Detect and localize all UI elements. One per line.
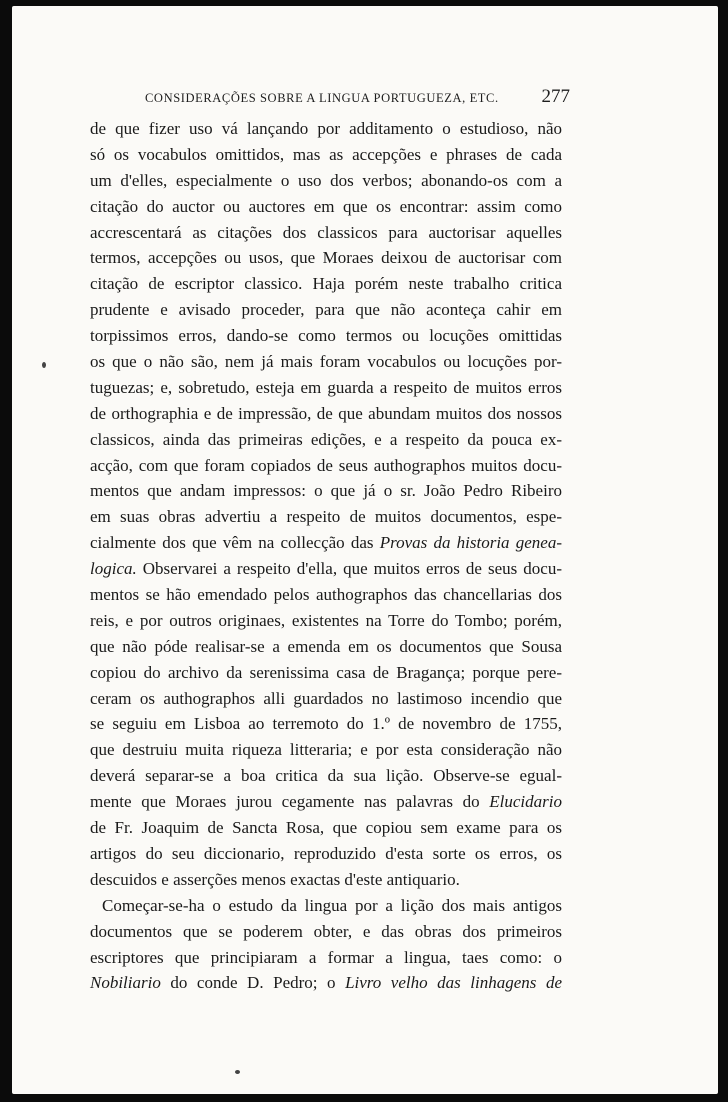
text-run: de que fizer uso vá lançando por additamento o estudioso, não — [90, 119, 562, 138]
text-line — [90, 478, 562, 504]
text-line — [90, 297, 562, 323]
text-run: Começar-se-ha o estudo da lingua por a lição dos mais antigos — [102, 895, 562, 915]
text-line — [90, 763, 562, 789]
text-line — [90, 271, 562, 297]
italic-text: Livro velho das linhagens de — [345, 973, 562, 993]
text-run: um d'elles, especialmente o uso dos verbos; abonando-os com a — [90, 170, 562, 190]
text-run: do conde D. Pedro; o — [160, 973, 346, 993]
text-line — [90, 142, 562, 168]
text-run: ceram os authographos alli guardados no lastimoso incendio que — [90, 688, 562, 708]
text-line — [90, 919, 562, 945]
text-line — [90, 168, 562, 194]
text-line — [90, 867, 562, 893]
text-line — [90, 194, 562, 220]
text-run: descuidos e asserções menos exactas d'este antiquario. — [90, 869, 460, 889]
text-line — [90, 504, 562, 530]
ink-speck — [42, 362, 46, 368]
italic-text: Nobiliario — [90, 973, 161, 993]
text-line — [90, 582, 562, 608]
text-run: reis, e por outros originaes, existentes na Torre do Tombo; porém, — [90, 610, 562, 630]
text-line — [90, 453, 562, 479]
text-line — [90, 220, 562, 246]
running-title: CONSIDERAÇÕES SOBRE A LINGUA PORTUGUEZA, ETC. — [145, 91, 499, 105]
text-line — [90, 815, 562, 841]
page-number: 277 — [541, 86, 570, 107]
text-run: torpissimos erros, dando-se como termos ou locuções omittidas — [90, 326, 562, 346]
text-run: Observarei a respeito d'ella, que muitos erros de seus docu- — [136, 559, 562, 579]
text-run: citação de escriptor classico. Haja porém neste trabalho critica — [90, 274, 562, 294]
text-run: que destruiu muita riqueza litteraria; e por esta consideração não — [90, 740, 562, 760]
text-run: tuguezas; e, sobretudo, esteja em guarda a respeito de muitos erros — [90, 377, 562, 397]
text-line — [90, 427, 562, 453]
italic-text: logica. — [90, 559, 137, 579]
text-line — [90, 375, 562, 401]
text-line — [90, 660, 562, 686]
text-run: copiou do archivo da serenissima casa de Bragança; porque pere- — [90, 662, 562, 682]
text-run: deverá separar-se a boa critica da sua lição. Observe-se egual- — [90, 766, 562, 786]
text-line — [90, 789, 562, 815]
text-line — [90, 841, 562, 867]
ink-speck — [235, 1070, 240, 1074]
text-run: os que o não são, nem já mais foram vocabulos ou locuções por- — [90, 352, 562, 372]
text-run: escriptores que principiaram a formar a lingua, taes como: o — [90, 947, 562, 967]
text-run: mentos se hão emendado pelos authographos das chancellarias dos — [90, 585, 562, 605]
text-line — [90, 893, 562, 919]
text-line — [90, 401, 562, 427]
text-run: citação do auctor ou auctores em que os encontrar: assim como — [90, 196, 562, 216]
text-line — [90, 970, 562, 996]
text-run: acção, com que foram copiados de seus authographos muitos docu- — [90, 455, 562, 475]
text-line — [90, 711, 562, 737]
text-run: de orthographia e de impressão, de que abundam muitos dos nossos — [90, 403, 562, 423]
text-line — [90, 116, 562, 142]
text-line — [90, 556, 562, 582]
text-line — [90, 945, 562, 971]
text-run: em suas obras advertiu a respeito de muitos documentos, espe- — [90, 507, 562, 527]
text-run: prudente e avisado proceder, para que não aconteça cahir em — [90, 300, 562, 320]
text-line — [90, 349, 562, 375]
italic-text: Elucidario — [489, 792, 562, 812]
text-line — [90, 323, 562, 349]
text-line — [90, 245, 562, 271]
text-run: artigos do seu diccionario, reproduzido d'esta sorte os erros, os — [90, 843, 562, 863]
text-line — [90, 530, 562, 556]
text-line — [90, 634, 562, 660]
italic-text: Provas da historia genea- — [379, 533, 562, 553]
text-line — [90, 737, 562, 763]
text-run: que não póde realisar-se a emenda em os documentos que Sousa — [90, 636, 562, 656]
text-run: se seguiu em Lisboa ao terremoto do 1.º de novembro de 1755, — [90, 714, 562, 734]
running-header — [145, 86, 570, 110]
body-text — [90, 116, 562, 996]
text-run: mentos que andam impressos: o que já o sr. João Pedro Ribeiro — [90, 481, 562, 501]
text-run: termos, accepções ou usos, que Moraes deixou de auctorisar com — [90, 248, 562, 268]
text-run: cialmente dos que vêm na collecção das — [90, 533, 380, 553]
text-run: de Fr. Joaquim de Sancta Rosa, que copiou sem exame para os — [90, 818, 562, 838]
text-run: classicos, ainda das primeiras edições, e a respeito da pouca ex- — [90, 429, 562, 449]
text-run: mente que Moraes jurou cegamente nas palavras do — [90, 792, 490, 812]
text-line — [90, 608, 562, 634]
text-line — [90, 686, 562, 712]
text-run: só os vocabulos omittidos, mas as accepções e phrases de cada — [90, 144, 562, 164]
text-run: documentos que se poderem obter, e das obras dos primeiros — [90, 921, 562, 941]
text-run: accrescentará as citações dos classicos para auctorisar aquelles — [90, 222, 562, 242]
